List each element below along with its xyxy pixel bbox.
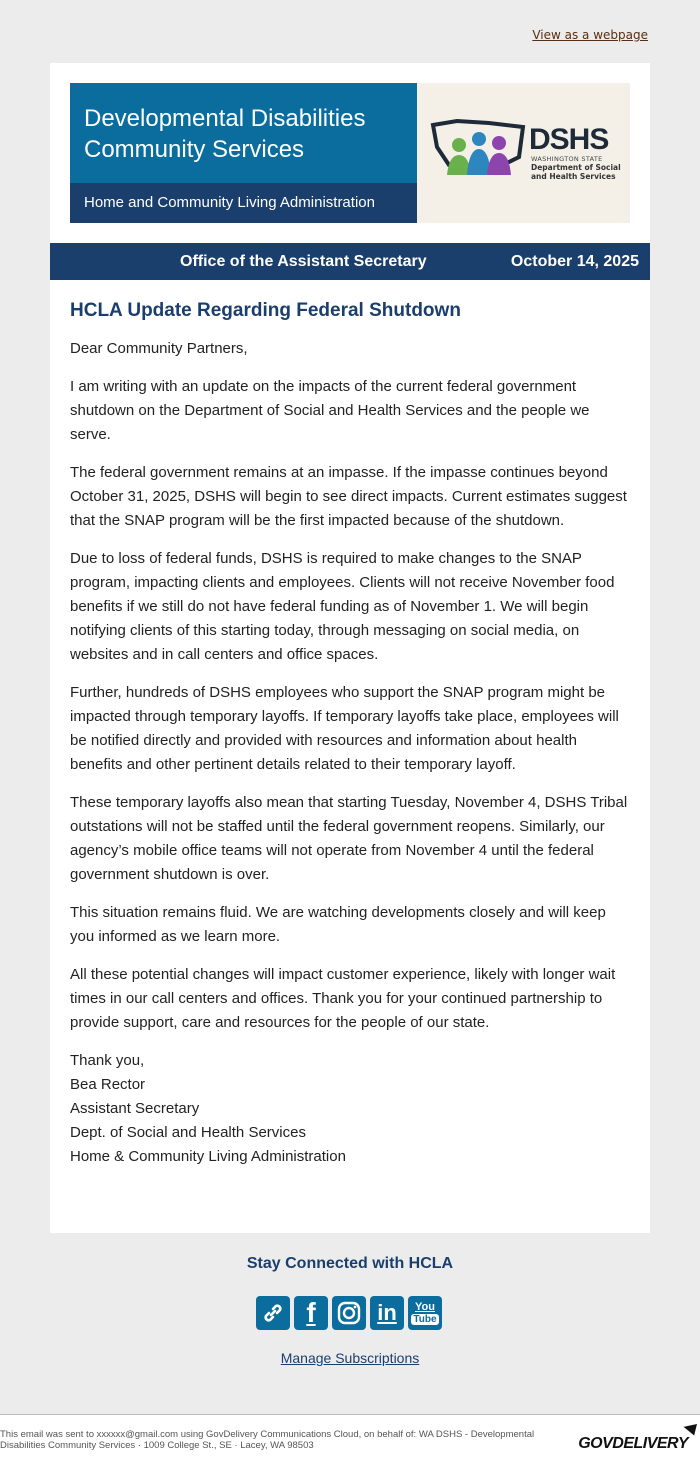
footer	[0, 1414, 700, 1458]
people-logo-icon	[429, 117, 529, 181]
signature-line: Dept. of Social and Health Services	[70, 1124, 306, 1141]
facebook-icon[interactable]	[294, 1296, 328, 1330]
youtube-text-bottom: Tube	[413, 1313, 437, 1325]
linkedin-icon[interactable]	[370, 1296, 404, 1330]
dshs-state: WASHINGTON STATE	[531, 155, 603, 163]
article-content	[70, 298, 630, 1169]
signature-line: Home & Community Living Administration	[70, 1148, 346, 1165]
banner-title	[84, 103, 365, 165]
banner-title-line1: Developmental Disabilities	[84, 105, 366, 132]
dshs-dept-line1: Department of Social	[531, 163, 621, 172]
paragraph: All these potential changes will impact customer experience, likely with longer wait times in our call centers and offices. Thank you for your continued partnership to provide support, care and resources for the people of our state.	[70, 966, 616, 1031]
dshs-logo	[417, 83, 630, 223]
paragraph: I am writing with an update on the impacts of the current federal government shutdown on the Department of Social and Health Services and the people we serve.	[70, 378, 590, 443]
signature-line: Assistant Secretary	[70, 1100, 200, 1117]
email-card	[50, 63, 650, 1233]
paragraph: Further, hundreds of DSHS employees who support the SNAP program might be impacted through temporary layoffs. If temporary layoffs take place, employees will be notified directly and provided with resources and information about health benefits and other pertinent details related to their temporary layoff.	[70, 684, 619, 773]
dshs-department	[531, 163, 621, 181]
stay-connected-heading: Stay Connected with HCLA	[246, 1255, 454, 1272]
link-icon[interactable]	[256, 1296, 290, 1330]
office-title: Office of the Assistant Secretary	[180, 253, 427, 270]
linkedin-glyph: in	[377, 1300, 397, 1325]
view-as-webpage-link[interactable]: View as a webpage	[532, 28, 648, 42]
header-bar	[50, 243, 650, 280]
govdelivery-logo: GOVDELIVERY	[578, 1435, 688, 1452]
signature-line: Bea Rector	[70, 1076, 146, 1093]
banner-subtitle: Home and Community Living Administration	[70, 183, 417, 223]
dshs-dept-line2: and Health Services	[531, 172, 616, 181]
manage-subscriptions-link[interactable]: Manage Subscriptions	[280, 1350, 420, 1366]
youtube-icon[interactable]	[408, 1296, 442, 1330]
banner-title-line2: Community Services	[84, 136, 305, 163]
greeting: Dear Community Partners,	[70, 340, 248, 357]
issue-date: October 14, 2025	[510, 253, 639, 270]
manage-subscriptions	[0, 1350, 700, 1366]
facebook-glyph: f	[306, 1297, 316, 1328]
signature-line: Thank you,	[70, 1052, 145, 1069]
dshs-wordmark: DSHS	[529, 123, 609, 156]
paragraph: Due to loss of federal funds, DSHS is required to make changes to the SNAP program, impacting clients and employees. Clients will not receive November food benefits if we still do not have federal funding as of November 1. We will begin notifying clients of this starting today, through messaging on social media, on websites and in call centers and office spaces.	[70, 550, 615, 663]
social-icons	[256, 1296, 442, 1330]
banner	[70, 83, 630, 223]
instagram-icon[interactable]	[332, 1296, 366, 1330]
youtube-text-top: You	[415, 1300, 435, 1313]
article-title: HCLA Update Regarding Federal Shutdown	[70, 300, 461, 321]
footer-text: This email was sent to xxxxxx@gmail.com using GovDelivery Communications Cloud, on behalf of: WA DSHS - Developmental Disabilities Community Services · 1009 College St., SE · Lacey, WA 98503	[0, 1429, 535, 1451]
signature	[70, 1049, 630, 1169]
paragraph: These temporary layoffs also mean that starting Tuesday, November 4, DSHS Tribal outstations will not be staffed until the federal government reopens. Similarly, our agency’s mobile office teams will not operate from November 4 until the federal government shutdown is over.	[70, 794, 628, 883]
banner-title-block	[70, 83, 417, 223]
paragraph: This situation remains fluid. We are watching developments closely and will keep you informed as we learn more.	[70, 904, 606, 945]
topbar	[532, 28, 648, 42]
paragraph: The federal government remains at an impasse. If the impasse continues beyond October 31, 2025, DSHS will begin to see direct impacts. Current estimates suggest that the SNAP program will be the first impacted because of the shutdown.	[70, 464, 627, 529]
